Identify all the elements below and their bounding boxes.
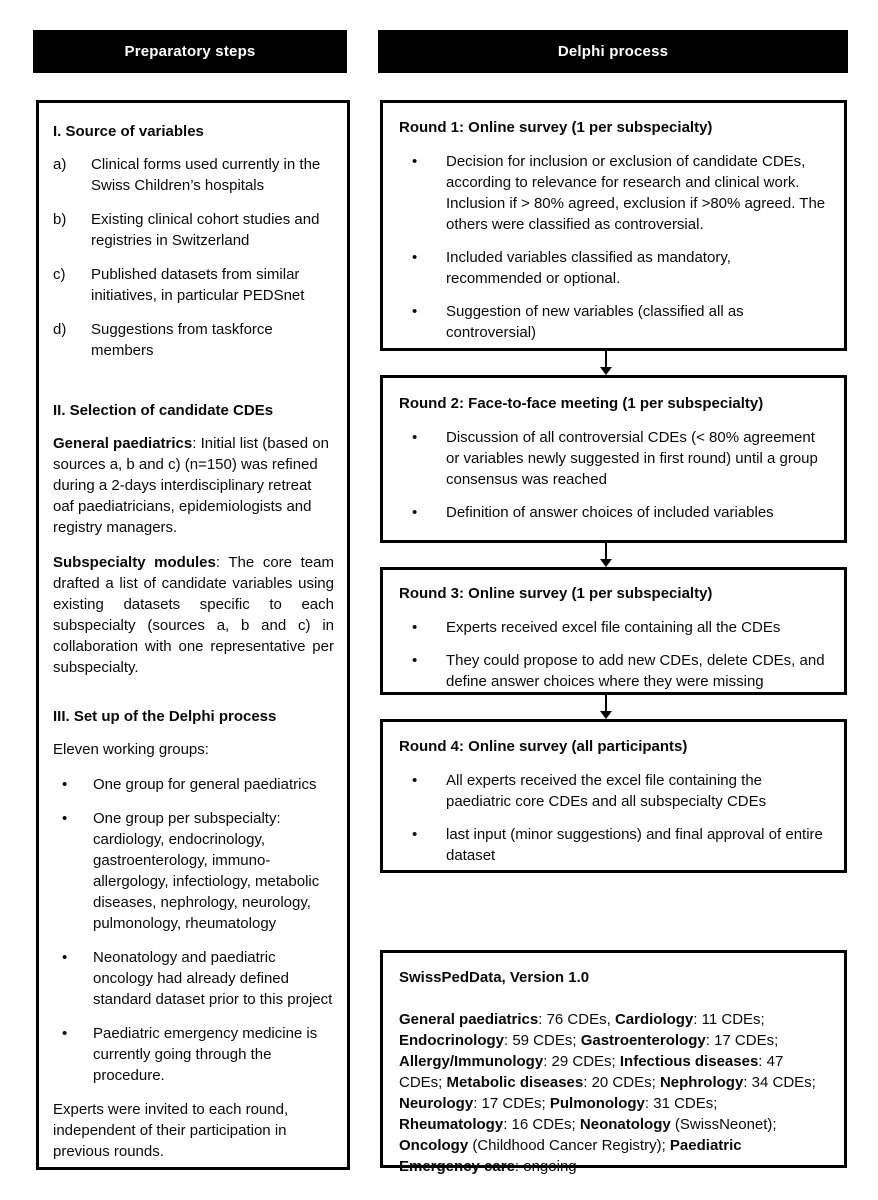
source-item-b — [53, 209, 334, 251]
flow-arrow-1-head — [600, 367, 612, 375]
flow-arrow-3-shaft — [605, 695, 607, 711]
flow-arrow-1-shaft — [605, 351, 607, 367]
result-segment-text: : ongoing — [514, 1158, 577, 1175]
bullet-icon: • — [412, 504, 418, 521]
section-divider-space — [53, 692, 334, 706]
working-group-item-3 — [53, 947, 334, 1010]
bullet-icon: • — [412, 619, 418, 636]
paragraph-subspecialty-modules-text: : The core team drafted a list of candidate variables using existing datasets specific to each subspecialty (sources a, b and c) in collaboration with one representative per subspecialty. — [53, 554, 334, 676]
paragraph-subspecialty-modules-lead: Subspecialty modules — [53, 554, 216, 571]
source-item-d-marker: d) — [53, 321, 67, 338]
result-segment-text: : 76 CDEs, — [538, 1011, 615, 1028]
result-segment-bold: Neonatology — [579, 1116, 671, 1133]
source-item-c-marker: c) — [53, 266, 66, 283]
result-segment-bold: Infectious diseases — [619, 1053, 759, 1070]
result-segment-text: : 31 CDEs; — [644, 1095, 718, 1112]
result-segment-bold: Nephrology — [659, 1074, 744, 1091]
flow-arrow-2-shaft — [605, 543, 607, 559]
flow-arrow-2-head — [600, 559, 612, 567]
round-3-bullet-2 — [399, 650, 826, 692]
result-segment-text: (SwissNeonet); — [670, 1116, 777, 1133]
source-item-d — [53, 319, 334, 361]
round-1-title: Round 1: Online survey (1 per subspecialty) — [399, 119, 713, 136]
flow-arrow-1-icon — [599, 351, 612, 375]
result-segment-bold: Allergy/Immunology — [399, 1053, 544, 1070]
round-1-bullet-3-text: Suggestion of new variables (classified all as controversial) — [446, 303, 744, 341]
paragraph-general-paediatrics-lead: General paediatrics — [53, 435, 193, 452]
working-group-item-4 — [53, 1023, 334, 1086]
paragraph-general-paediatrics-text: : Initial list (based on sources a, b and c) (n=150) was refined during a 2-days interdisciplinary retreat oaf paediatricians, epidemiologists and registry managers. — [53, 435, 329, 536]
round-4-bullet-2-text: last input (minor suggestions) and final approval of entire dataset — [446, 826, 823, 864]
round-4-bullet-1-text: All experts received the excel file containing the paediatric core CDEs and all subspecialty CDEs — [446, 772, 767, 810]
source-item-b-text: Existing clinical cohort studies and registries in Switzerland — [91, 211, 320, 249]
section-source-of-variables-title: I. Source of variables — [53, 123, 204, 140]
round-4-bullet-1 — [399, 770, 826, 812]
experts-invitation-note: Experts were invited to each round, independent of their participation in previous rounds. — [53, 1101, 289, 1160]
round-3-box — [380, 567, 847, 695]
working-group-item-1 — [53, 774, 334, 795]
result-segment-text: : 16 CDEs; — [503, 1116, 580, 1133]
bullet-icon: • — [62, 949, 68, 966]
working-group-item-1-text: One group for general paediatrics — [93, 776, 317, 793]
bullet-icon: • — [62, 810, 68, 827]
round-1-bullet-1-text: Decision for inclusion or exclusion of candidate CDEs, according to relevance for research and clinical work. Inclusion if > 80% agreed, exclusion if >80% agreed. The others were classified as controversial. — [446, 153, 826, 233]
result-segment-text: : 29 CDEs; — [543, 1053, 620, 1070]
result-segment-text: : 47 CDEs; — [399, 1053, 784, 1091]
result-box — [380, 950, 847, 1175]
bullet-icon: • — [412, 303, 418, 320]
section-divider-space — [53, 374, 334, 400]
right-column-header — [378, 30, 848, 73]
source-item-a — [53, 154, 334, 196]
bullet-icon: • — [412, 652, 418, 669]
result-segment-text: : 11 CDEs; — [693, 1011, 765, 1028]
result-segment-text: : 34 CDEs; — [743, 1074, 816, 1091]
working-groups-intro: Eleven working groups: — [53, 741, 209, 758]
paragraph-subspecialty-modules — [53, 552, 334, 678]
section-selection-cdes-title: II. Selection of candidate CDEs — [53, 402, 274, 419]
round-3-bullet-2-text: They could propose to add new CDEs, delete CDEs, and define answer choices where they were missing — [446, 652, 825, 690]
result-segment-bold: Oncology — [399, 1137, 469, 1154]
source-item-a-marker: a) — [53, 156, 67, 173]
round-2-bullet-1-text: Discussion of all controversial CDEs (< 80% agreement or variables newly suggested in first round) until a group consensus was reached — [446, 429, 818, 488]
bullet-icon: • — [62, 1025, 68, 1042]
round-1-box — [380, 100, 847, 351]
bullet-icon: • — [412, 249, 418, 266]
round-2-bullet-2 — [399, 502, 826, 523]
source-item-c-text: Published datasets from similar initiatives, in particular PEDSnet — [91, 266, 305, 304]
flow-arrow-3-head — [600, 711, 612, 719]
left-column-header-label: Preparatory steps — [124, 43, 256, 60]
working-group-item-4-text: Paediatric emergency medicine is currently going through the procedure. — [93, 1025, 318, 1084]
round-4-bullet-2 — [399, 824, 826, 866]
result-segment-text: : 17 CDEs; — [473, 1095, 550, 1112]
round-2-title: Round 2: Face-to-face meeting (1 per subspecialty) — [399, 395, 764, 412]
source-item-b-marker: b) — [53, 211, 67, 228]
bullet-icon: • — [412, 826, 418, 843]
right-column-header-label: Delphi process — [557, 43, 669, 60]
bullet-icon: • — [412, 772, 418, 789]
left-column-header — [33, 30, 347, 73]
result-segment-bold: Neurology — [399, 1095, 474, 1112]
result-summary-text — [399, 1009, 826, 1177]
paragraph-general-paediatrics — [53, 433, 334, 538]
result-segment-bold: Cardiology — [614, 1011, 694, 1028]
round-1-bullet-3 — [399, 301, 826, 343]
result-segment-bold: Endocrinology — [399, 1032, 504, 1049]
result-segment-text: : 59 CDEs; — [504, 1032, 581, 1049]
source-item-a-text: Clinical forms used currently in the Swiss Children’s hospitals — [91, 156, 321, 194]
result-segment-bold: Rheumatology — [399, 1116, 504, 1133]
working-group-item-2-text: One group per subspecialty: cardiology, endocrinology, gastroenterology, immuno-allergology, infectiology, metabolic diseases, nephrology, neurology, pulmonology, rheumatology — [93, 810, 320, 932]
result-segment-bold: Pulmonology — [549, 1095, 645, 1112]
result-segment-bold: Gastroenterology — [580, 1032, 706, 1049]
source-item-d-text: Suggestions from taskforce members — [91, 321, 273, 359]
source-item-c — [53, 264, 334, 306]
round-3-bullet-1-text: Experts received excel file containing all the CDEs — [446, 619, 781, 636]
working-group-item-3-text: Neonatology and paediatric oncology had already defined standard dataset prior to this project — [93, 949, 333, 1008]
round-4-title: Round 4: Online survey (all participants) — [399, 738, 688, 755]
result-segment-bold: Metabolic diseases — [446, 1074, 584, 1091]
round-2-bullet-1 — [399, 427, 826, 490]
preparatory-steps-box — [36, 100, 350, 1170]
result-segment-text: (Childhood Cancer Registry); — [468, 1137, 670, 1154]
round-1-bullet-1 — [399, 151, 826, 235]
round-3-title: Round 3: Online survey (1 per subspecialty) — [399, 585, 713, 602]
working-group-item-2 — [53, 808, 334, 934]
round-3-bullet-1 — [399, 617, 826, 638]
round-1-bullet-2-text: Included variables classified as mandatory, recommended or optional. — [446, 249, 731, 287]
round-4-box — [380, 719, 847, 873]
result-segment-bold: General paediatrics — [399, 1011, 539, 1028]
result-segment-text: : 20 CDEs; — [583, 1074, 660, 1091]
bullet-icon: • — [412, 153, 418, 170]
round-2-box — [380, 375, 847, 543]
result-segment-text: : 17 CDEs; — [705, 1032, 779, 1049]
bullet-icon: • — [62, 776, 68, 793]
round-2-bullet-2-text: Definition of answer choices of included variables — [446, 504, 774, 521]
section-delphi-setup-title: III. Set up of the Delphi process — [53, 708, 277, 725]
flow-arrow-3-icon — [599, 695, 612, 719]
result-title: SwissPedData, Version 1.0 — [399, 969, 590, 986]
round-1-bullet-2 — [399, 247, 826, 289]
flow-arrow-2-icon — [599, 543, 612, 567]
bullet-icon: • — [412, 429, 418, 446]
result-segment-bold: Paediatric Emergency care — [399, 1137, 742, 1175]
